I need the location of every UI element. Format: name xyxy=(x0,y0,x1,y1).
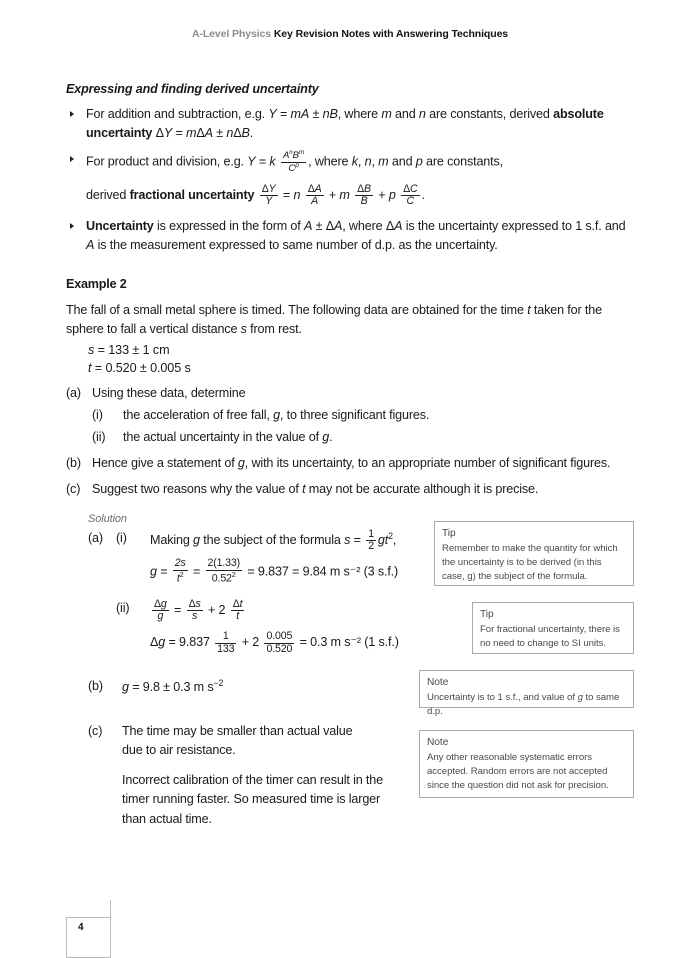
given-value-t: t = 0.520 ± 0.005 s xyxy=(88,361,191,376)
example-heading: Example 2 xyxy=(66,277,127,292)
callout-title: Note xyxy=(427,677,449,688)
bullet-2-second-lead: derived xyxy=(86,187,130,202)
solution-a-i-result: = 9.837 = 9.84 m s⁻² (3 s.f.) xyxy=(247,564,399,579)
solution-a-i-text: Making g the subject of the formula s = $\frac{1}{2}$ $gt^2$, xyxy=(150,527,397,553)
fraction-0-005-over-0-520: $\frac{0.005}{0.520}$ xyxy=(266,630,293,655)
bullet-product-division-cont: derived fractional uncertainty $\frac{\Delta Y}{Y}$ = n $\frac{\Delta A}{A}$ + m $\frac{\Delta B}{B}$ + p $\frac{\Delta C}{C}$ . xyxy=(86,183,425,208)
header-title: Key Revision Notes with Answering Techniques xyxy=(273,28,509,40)
question-a-ii xyxy=(66,428,634,447)
callout-note-significant-figures xyxy=(419,670,634,718)
solution-a-ii-equation-2: Δg = 9.837 $\frac{1}{133}$ + 2 $\frac{0.005}{0.520}$ = 0.3 m s⁻² (1 s.f.) xyxy=(150,630,399,655)
header-brand: A-Level Physics xyxy=(191,28,271,40)
solution-b-text: g = 9.8 ± 0.3 m $s^{-2}$ xyxy=(122,678,224,695)
callout-body: Any other reasonable systematic errors accepted. Random errors are not accepted since the question did not ask for precision. xyxy=(427,752,609,791)
question-c xyxy=(66,480,634,499)
bullet-uncertainty-form: Uncertainty is expressed in the form of A ± ΔA, where ΔA is the uncertainty expressed to 1 s.f. and A is the measurement expressed to same number of d.p. as the uncertainty. xyxy=(66,217,634,255)
callout-note-systematic-errors xyxy=(419,730,634,798)
bullet-product-division: For product and division, e.g. Y = k $\frac{A^nB^m}{C^p}$ , where k, n, m and p are constants, xyxy=(66,150,634,174)
fraction-ds-over-s: $\frac{\Delta s}{s}$ xyxy=(188,597,201,622)
solution-a-ii-result: = 0.3 m s⁻² (1 s.f.) xyxy=(299,635,399,650)
bullet-triangle-icon xyxy=(70,111,74,117)
bullet-addition-subtraction: For addition and subtraction, e.g. Y = mA ± nB, where m and n are constants, derived absolute uncertainty ΔY = mΔA ± nΔB. xyxy=(66,105,634,143)
callout-title: Note xyxy=(427,737,449,748)
solution-b-label: (b) xyxy=(88,679,103,694)
solution-a-ii-label: (ii) xyxy=(116,600,130,615)
solution-a-label: (a) xyxy=(88,530,103,545)
solution-a-i-label: (i) xyxy=(116,530,127,545)
page-number-box xyxy=(66,917,110,958)
solution-label: Solution xyxy=(88,512,127,525)
given-value-s: s = 133 ± 1 cm xyxy=(88,342,170,357)
bullet-triangle-icon xyxy=(70,156,74,162)
callout-tip-si-units xyxy=(472,602,634,654)
fraction-2-1-33-over-0-52-squared: $\frac{2(1.33)}{0.52^2}$ xyxy=(207,557,241,585)
question-a-i-text: the acceleration of free fall, g, to three significant figures. xyxy=(123,408,430,423)
solution-a-i-equation: g = $\frac{2s}{t^2}$ = $\frac{2(1.33)}{0.52^2}$ = 9.837 = 9.84 m s⁻² (3 s.f.) xyxy=(150,557,399,585)
footer-margin-rule xyxy=(110,900,111,958)
question-c-text: Suggest two reasons why the value of t may not be accurate although it is precise. xyxy=(92,481,539,496)
callout-body: Remember to make the quantity for which the uncertainty is to be derived (in this case, g) the subject of the formula. xyxy=(442,543,618,582)
solution-c-para-2: Incorrect calibration of the timer can result in the timer running faster. So measured time is larger than actual time. xyxy=(122,772,383,826)
formula-dy-over-y: $\frac{\Delta Y}{Y}$ xyxy=(261,183,276,208)
bullet-triangle-icon xyxy=(70,223,74,229)
question-a-i-label: (i) xyxy=(92,408,103,423)
callout-body: Uncertainty is to 1 s.f., and value of g to same d.p. xyxy=(427,692,620,718)
solution-c-para-1: The time may be smaller than actual value due to air resistance. xyxy=(122,723,353,758)
question-a xyxy=(66,384,634,403)
question-a-i xyxy=(66,406,634,425)
question-a-text: Using these data, determine xyxy=(92,386,246,401)
solution-c-label: (c) xyxy=(88,723,103,738)
question-b-label: (b) xyxy=(66,455,81,470)
fraction-one-half: $\frac{1}{2}$ xyxy=(368,527,374,553)
fraction-2s-over-t2: $\frac{2s}{t^2}$ xyxy=(174,557,186,585)
fraction-1-over-133: $\frac{1}{133}$ xyxy=(217,630,235,655)
bullet-2-bold: fractional uncertainty xyxy=(129,187,255,202)
bullet-1-lead: For addition and subtraction, e.g. xyxy=(86,107,269,121)
question-c-label: (c) xyxy=(66,481,81,496)
callout-body: For fractional uncertainty, there is no need to change to SI units. xyxy=(480,624,620,650)
formula-dc-over-c: $\frac{\Delta C}{C}$ xyxy=(403,183,418,208)
solution-a-ii-equation-1: $\frac{\Delta g}{g}$ = $\frac{\Delta s}{s}$ + 2 $\frac{\Delta t}{t}$ xyxy=(154,597,243,622)
question-a-label: (a) xyxy=(66,386,81,401)
bullet-2-lead: For product and division, e.g. xyxy=(86,154,248,169)
page-header xyxy=(0,28,700,40)
section-title: Expressing and finding derived uncertainty xyxy=(66,82,319,96)
question-b xyxy=(66,454,634,473)
formula-anbm-over-cp: $\frac{A^nB^m}{C^p}$ xyxy=(282,149,305,174)
question-a-ii-label: (ii) xyxy=(92,430,106,445)
bullet-3-bold: Uncertainty xyxy=(86,218,154,233)
bullet-1-bold: absolute uncertainty xyxy=(86,107,604,141)
formula-da-over-a: $\frac{\Delta A}{A}$ xyxy=(307,183,322,208)
fraction-dt-over-t: $\frac{\Delta t}{t}$ xyxy=(232,597,243,622)
question-b-text: Hence give a statement of g, with its uncertainty, to an appropriate number of significant figures. xyxy=(92,455,611,470)
page-number: 4 xyxy=(78,922,84,933)
callout-title: Tip xyxy=(480,609,494,620)
fraction-dg-over-g: $\frac{\Delta g}{g}$ xyxy=(154,597,167,622)
example-stem: The fall of a small metal sphere is timed. The following data are obtained for the time t taken for the sphere to fall a vertical distance s from rest. xyxy=(66,303,602,336)
callout-title: Tip xyxy=(442,528,456,539)
question-a-ii-text: the actual uncertainty in the value of g. xyxy=(123,430,333,445)
callout-tip-subject-of-formula xyxy=(434,521,634,586)
formula-db-over-b: $\frac{\Delta B}{B}$ xyxy=(357,183,371,208)
